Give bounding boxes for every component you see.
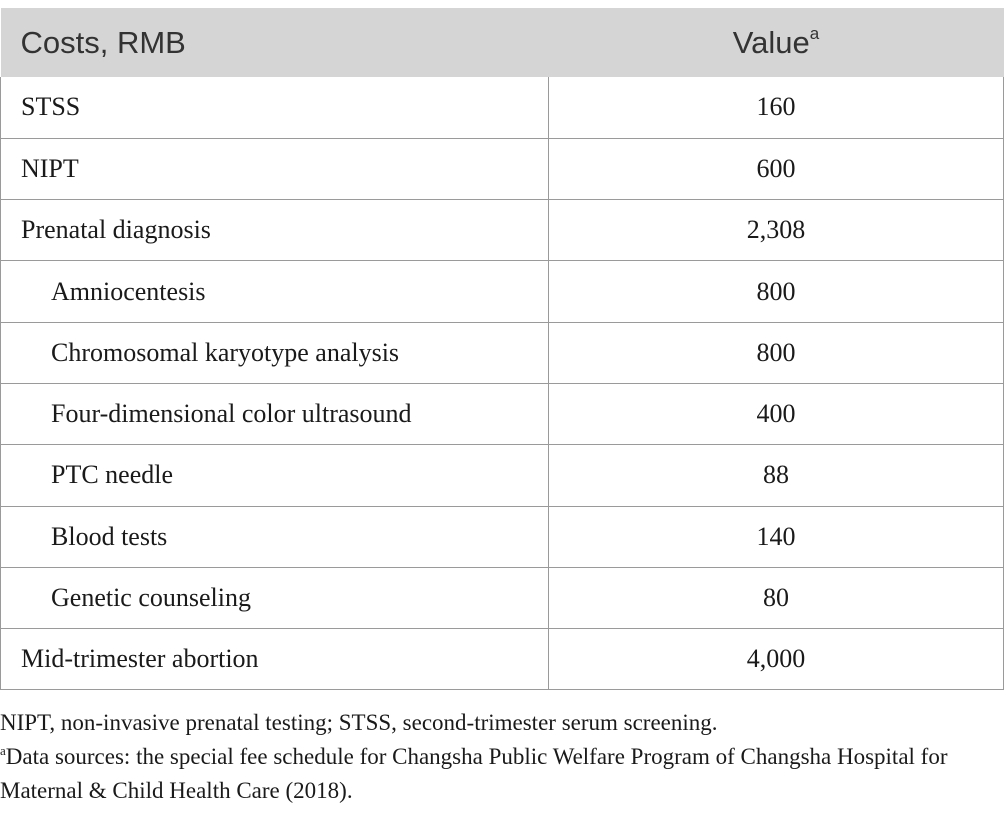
- row-value: 160: [549, 77, 1004, 138]
- table-header-row: [1, 8, 1004, 77]
- row-label: Four-dimensional color ultrasound: [1, 383, 549, 444]
- table-row: [1, 445, 1004, 506]
- row-value: 800: [549, 261, 1004, 322]
- abbreviations-footnote: NIPT, non-invasive prenatal testing; STSS, second-trimester serum screening.: [0, 710, 718, 735]
- table-row: [1, 383, 1004, 444]
- row-label: Genetic counseling: [1, 567, 549, 628]
- table-row: [1, 77, 1004, 138]
- cost-table-container: [0, 8, 1005, 690]
- row-label: STSS: [1, 77, 549, 138]
- table-body: [1, 77, 1004, 690]
- row-label: NIPT: [1, 138, 549, 199]
- header-value-footnote-marker: a: [809, 23, 820, 43]
- header-costs: Costs, RMB: [20, 24, 186, 60]
- row-value: 140: [549, 506, 1004, 567]
- table-row: [1, 138, 1004, 199]
- row-value: 4,000: [549, 629, 1004, 690]
- row-label: PTC needle: [1, 445, 549, 506]
- table-row: [1, 567, 1004, 628]
- table-row: [1, 261, 1004, 322]
- header-value-label: Value: [732, 24, 810, 60]
- table-row: [1, 200, 1004, 261]
- table-footnotes: [0, 706, 1000, 808]
- header-value: [549, 8, 1004, 77]
- source-footnote-marker: a: [0, 743, 6, 758]
- row-label: Blood tests: [1, 506, 549, 567]
- row-value: 600: [549, 138, 1004, 199]
- row-value: 800: [549, 322, 1004, 383]
- table-row: [1, 506, 1004, 567]
- row-value: 2,308: [549, 200, 1004, 261]
- row-label: Chromosomal karyotype analysis: [1, 322, 549, 383]
- table-row: [1, 322, 1004, 383]
- cost-table: [0, 8, 1004, 690]
- row-value: 88: [549, 445, 1004, 506]
- row-label: Amniocentesis: [1, 261, 549, 322]
- source-footnote: [0, 740, 1000, 808]
- table-row: [1, 629, 1004, 690]
- source-footnote-text: Data sources: the special fee schedule for Changsha Public Welfare Program of Changsha Hospital for Maternal & Child Health Care (2018).: [0, 744, 948, 803]
- row-value: 80: [549, 567, 1004, 628]
- row-label: Mid-trimester abortion: [1, 629, 549, 690]
- row-label: Prenatal diagnosis: [1, 200, 549, 261]
- row-value: 400: [549, 383, 1004, 444]
